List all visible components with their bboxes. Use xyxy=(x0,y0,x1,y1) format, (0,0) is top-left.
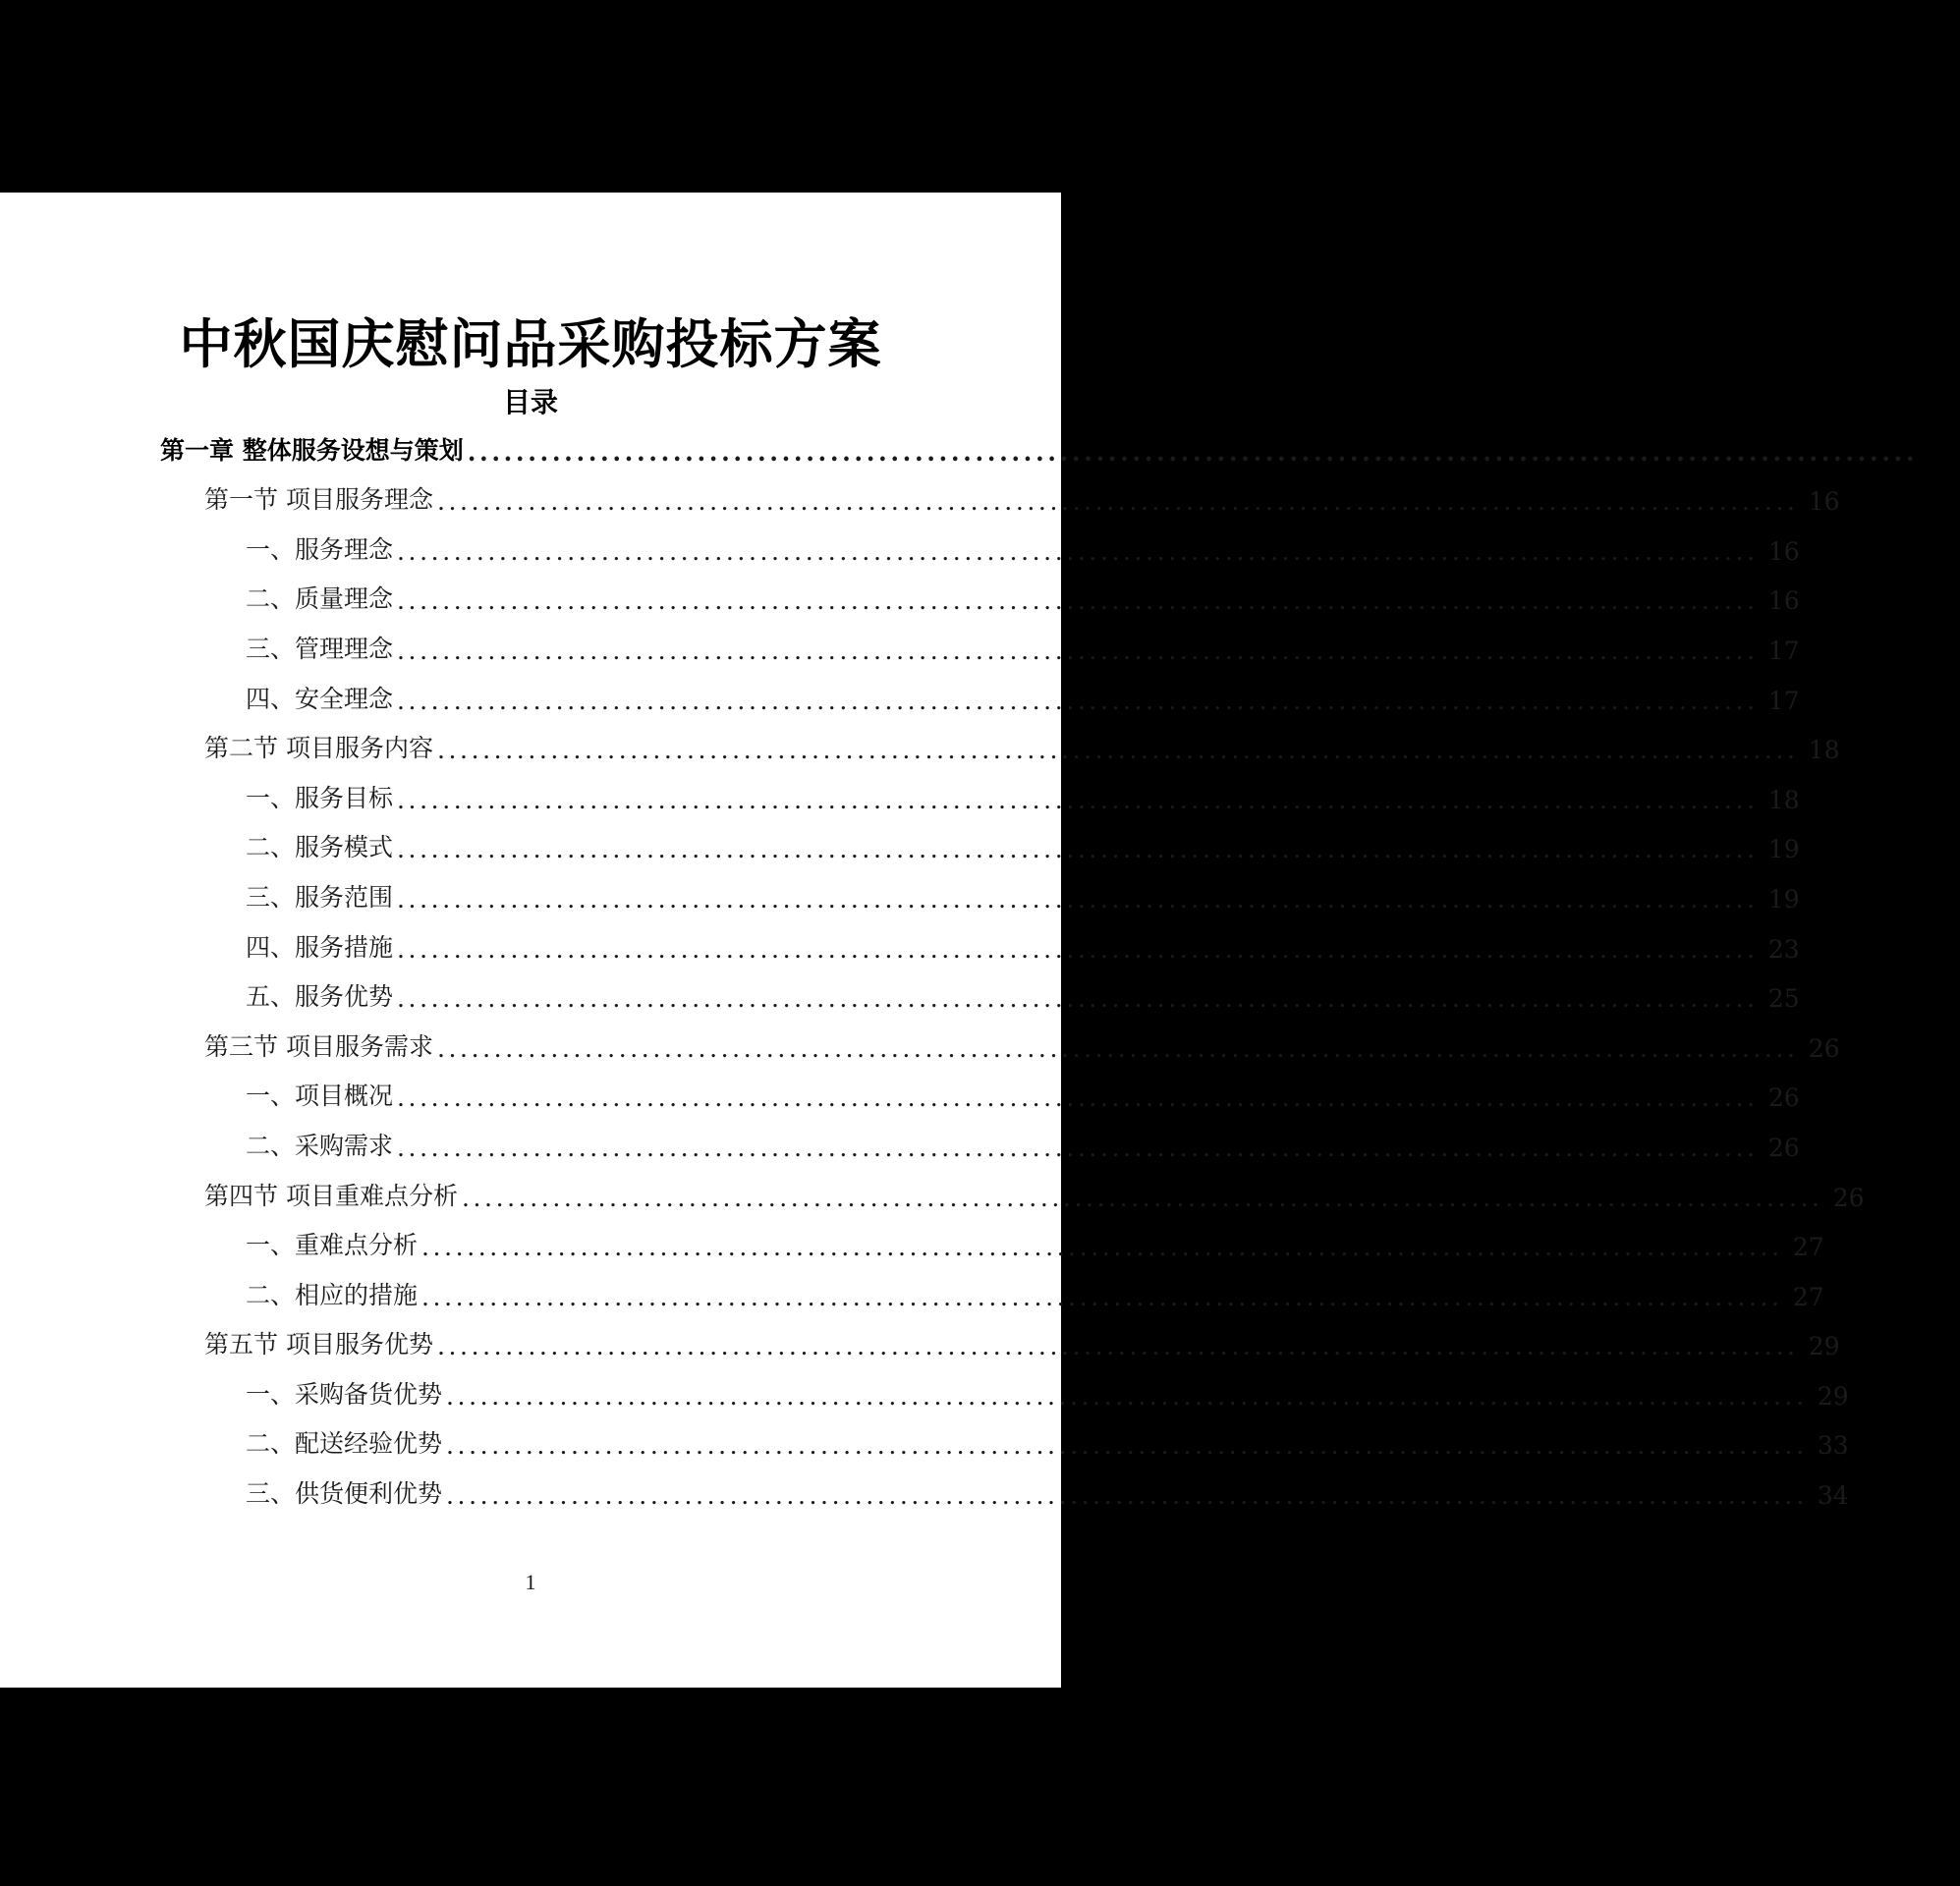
toc-entry[interactable] xyxy=(0,863,1800,914)
toc-entry-page-number: 16 xyxy=(1808,487,1840,517)
document-page xyxy=(0,193,1960,1688)
toc-entry-label: 第一节 项目服务理念 xyxy=(204,485,433,515)
toc-entry-page-number: 27 xyxy=(1792,1233,1824,1262)
dot-leader: ........................................................................................................................ xyxy=(397,586,1759,616)
dot-leader: ........................................................................................................................ xyxy=(467,437,1919,467)
toc-entry-label: 四、安全理念 xyxy=(246,684,394,713)
dot-leader: ........................................................................................................................ xyxy=(436,736,1799,765)
dot-leader: ........................................................................................................................ xyxy=(436,1332,1799,1361)
toc-entry-page-number: 29 xyxy=(1808,1332,1840,1361)
toc-entry[interactable] xyxy=(0,814,1800,864)
dot-leader: ........................................................................................................................ xyxy=(397,934,1759,964)
dot-leader: ........................................................................................................................ xyxy=(397,636,1759,665)
toc-entry-page-number: 17 xyxy=(1767,636,1800,665)
toc-entry[interactable] xyxy=(0,516,1800,566)
toc-entry-label: 第三节 项目服务需求 xyxy=(204,1031,433,1061)
toc-entry-label: 五、服务优势 xyxy=(246,982,394,1012)
toc-entry[interactable] xyxy=(0,1112,1800,1162)
toc-entry[interactable] xyxy=(0,1063,1800,1113)
dot-leader: ........................................................................................................................ xyxy=(397,785,1759,814)
toc-entry[interactable] xyxy=(0,764,1800,814)
toc-entry[interactable] xyxy=(0,416,1960,467)
toc-entry[interactable] xyxy=(0,1162,1865,1212)
toc-entry-label: 四、服务措施 xyxy=(246,932,394,962)
dot-leader: ........................................................................................................................ xyxy=(461,1183,1823,1212)
toc-entry-page-number: 16 xyxy=(1926,437,1960,467)
dot-leader: ........................................................................................................................ xyxy=(397,984,1759,1014)
dot-leader: ........................................................................................................................ xyxy=(436,1033,1799,1063)
toc-entry-page-number: 25 xyxy=(1767,984,1800,1014)
toc-entry-label: 三、服务范围 xyxy=(246,882,394,912)
toc-entry-page-number: 17 xyxy=(1767,686,1800,715)
toc-entry[interactable] xyxy=(0,665,1800,715)
dot-leader: ........................................................................................................................ xyxy=(397,1083,1759,1113)
toc-entry[interactable] xyxy=(0,615,1800,665)
toc-entry-page-number: 19 xyxy=(1767,884,1800,914)
toc-entry[interactable] xyxy=(0,1013,1840,1063)
table-of-contents xyxy=(0,416,1960,1511)
toc-entry-page-number: 16 xyxy=(1767,586,1800,616)
toc-entry-page-number: 27 xyxy=(1792,1282,1824,1311)
toc-entry-page-number: 26 xyxy=(1767,1083,1800,1113)
page-number: 1 xyxy=(525,1570,536,1594)
toc-entry[interactable] xyxy=(0,914,1800,964)
toc-entry-label: 一、项目概况 xyxy=(246,1082,394,1111)
toc-entry[interactable] xyxy=(0,1411,1849,1461)
toc-entry-page-number: 26 xyxy=(1832,1183,1865,1212)
toc-entry-page-number: 33 xyxy=(1817,1431,1849,1461)
toc-entry-page-number: 34 xyxy=(1817,1481,1849,1511)
toc-entry-label: 二、配送经验优势 xyxy=(246,1429,443,1459)
toc-entry-label: 三、供货便利优势 xyxy=(246,1479,443,1509)
toc-entry[interactable] xyxy=(0,467,1840,517)
toc-entry[interactable] xyxy=(0,1360,1849,1411)
toc-entry[interactable] xyxy=(0,1311,1840,1361)
toc-entry-page-number: 26 xyxy=(1767,1133,1800,1162)
dot-leader: ........................................................................................................................ xyxy=(397,835,1759,864)
toc-entry-label: 二、相应的措施 xyxy=(246,1280,419,1309)
dot-leader: ........................................................................................................................ xyxy=(446,1381,1808,1411)
toc-entry-page-number: 26 xyxy=(1808,1033,1840,1063)
toc-entry-page-number: 18 xyxy=(1767,785,1800,814)
toc-entry[interactable] xyxy=(0,715,1840,765)
toc-entry-page-number: 23 xyxy=(1767,934,1800,964)
toc-entry-label: 第二节 项目服务内容 xyxy=(204,734,433,763)
toc-heading: 目录 xyxy=(502,386,558,418)
dot-leader: ........................................................................................................................ xyxy=(397,686,1759,715)
toc-entry-page-number: 16 xyxy=(1767,536,1800,566)
toc-entry-label: 第五节 项目服务优势 xyxy=(204,1330,433,1359)
toc-entry-label: 一、采购备货优势 xyxy=(246,1379,443,1409)
toc-entry[interactable] xyxy=(0,566,1800,616)
toc-entry-label: 一、服务目标 xyxy=(246,783,394,812)
toc-entry-page-number: 18 xyxy=(1808,736,1840,765)
toc-entry[interactable] xyxy=(0,1261,1824,1311)
toc-entry-label: 三、管理理念 xyxy=(246,634,394,663)
toc-entry-label: 二、采购需求 xyxy=(246,1131,394,1160)
toc-entry[interactable] xyxy=(0,964,1800,1014)
toc-entry-label: 二、质量理念 xyxy=(246,584,394,614)
toc-entry-label: 一、服务理念 xyxy=(246,534,394,564)
dot-leader: ........................................................................................................................ xyxy=(397,1133,1759,1162)
dot-leader: ........................................................................................................................ xyxy=(436,487,1799,517)
dot-leader: ........................................................................................................................ xyxy=(397,884,1759,914)
toc-entry-page-number: 29 xyxy=(1817,1381,1849,1411)
dot-leader: ........................................................................................................................ xyxy=(446,1431,1808,1461)
dot-leader: ........................................................................................................................ xyxy=(446,1481,1808,1511)
toc-entry-label: 二、服务模式 xyxy=(246,833,394,862)
document-title: 中秋国庆慰问品采购投标方案 xyxy=(179,312,882,375)
dot-leader: ........................................................................................................................ xyxy=(421,1233,1783,1262)
toc-entry[interactable] xyxy=(0,1460,1849,1511)
toc-entry-page-number: 19 xyxy=(1767,835,1800,864)
toc-entry-label: 一、重难点分析 xyxy=(246,1231,419,1260)
dot-leader: ........................................................................................................................ xyxy=(421,1282,1783,1311)
dot-leader: ........................................................................................................................ xyxy=(397,536,1759,566)
toc-entry[interactable] xyxy=(0,1212,1824,1262)
toc-entry-label: 第一章 整体服务设想与策划 xyxy=(160,435,464,465)
toc-entry-label: 第四节 项目重难点分析 xyxy=(204,1181,458,1210)
